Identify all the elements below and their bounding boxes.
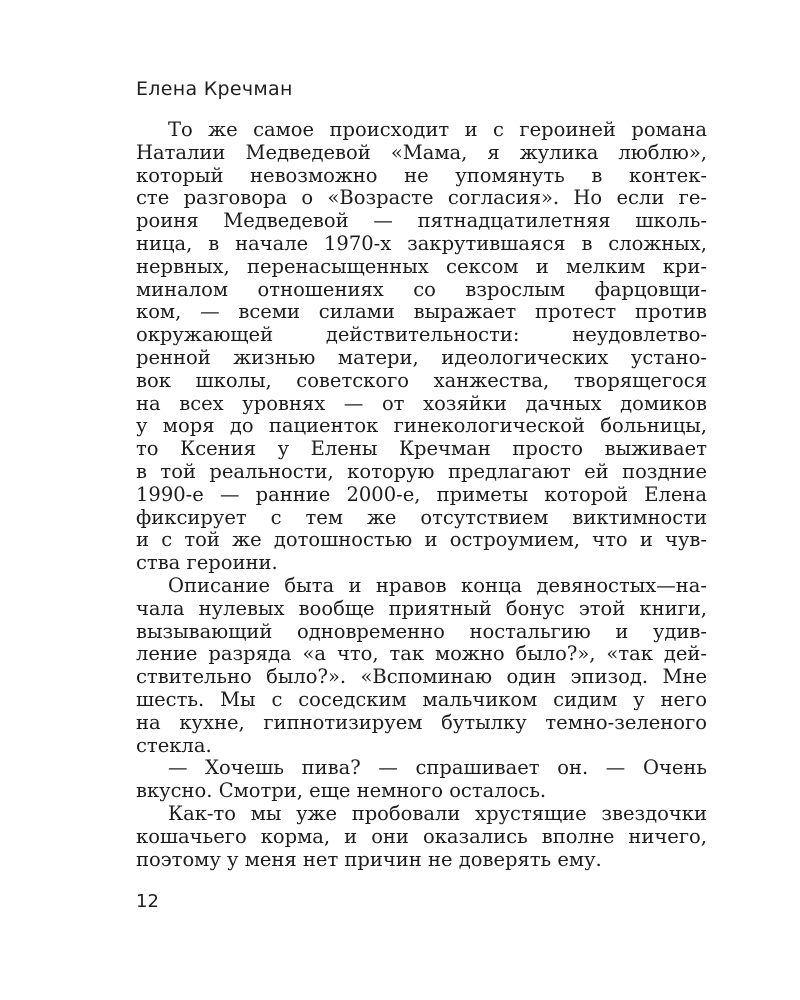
text-line: То же самое происходит и с героиней романа <box>168 118 707 141</box>
text-line: вкусно. Смотри, еще немного осталось. <box>136 779 547 803</box>
text-line: который невозможно не упомянуть в контек- <box>136 163 707 187</box>
text-line: фиксирует с тем же отсутствием виктимности <box>136 505 707 529</box>
text-line: поэтому у меня нет причин не доверять ему. <box>136 847 602 871</box>
text-line: кошачьего корма, и они оказались вполне ничего, <box>136 824 707 848</box>
text-line: ком, — всеми силами выражает протест против <box>136 300 707 324</box>
text-line: и с той же дотошностью и остроумием, что и чув- <box>136 528 707 552</box>
text-line: Как-то мы уже пробовали хрустящие звездочки <box>168 801 707 825</box>
text-line: нервных, перенасыщенных сексом и мелким кри- <box>136 254 707 278</box>
text-line: ренной жизнью матери, идеологических устано- <box>136 345 707 369</box>
text-line: Наталии Медведевой «Мама, я жулика люблю», <box>136 140 707 164</box>
body-text <box>136 119 707 871</box>
text-line: на всех уровнях — от хозяйки дачных домиков <box>136 391 707 415</box>
text-line: ства героини. <box>136 551 278 575</box>
text-line: у моря до пациенток гинекологической больницы, <box>136 414 707 438</box>
text-line: в той реальности, которую предлагают ей поздние <box>136 459 707 483</box>
text-line: шесть. Мы с соседским мальчиком сидим у него <box>136 687 707 711</box>
text-line: вызывающий одновременно ностальгию и удив- <box>136 619 707 643</box>
text-line: стекла. <box>136 733 212 757</box>
text-line: роиня Медведевой — пятнадцатилетняя школь- <box>136 209 707 233</box>
text-line: ление разряда «а что, так можно было?», «так дей- <box>136 642 707 666</box>
text-line: Описание быта и нравов конца девяностых—на- <box>168 573 707 597</box>
text-line: окружающей действительности: неудовлетво- <box>136 323 707 347</box>
text-line: — Хочешь пива? — спрашивает он. — Очень <box>168 756 707 780</box>
text-line: ствительно было?». «Вспоминаю один эпизод. Мне <box>136 665 707 689</box>
text-line: на кухне, гипнотизируем бутылку темно-зеленого <box>136 710 707 734</box>
text-line: миналом отношениях со взрослым фарцовщи- <box>136 277 707 301</box>
text-line: 1990-е — ранние 2000-е, приметы которой Елена <box>136 482 707 506</box>
text-line: ница, в начале 1970-х закрутившаяся в сложных, <box>136 231 707 255</box>
text-line: то Ксения у Елены Кречман просто выживает <box>136 437 707 461</box>
page-number: 12 <box>136 891 159 912</box>
running-head-author: Елена Кречман <box>136 78 293 100</box>
text-line: сте разговора о «Возрасте согласия». Но если ге- <box>136 186 707 210</box>
text-line: вок школы, советского ханжества, творящегося <box>136 368 707 392</box>
text-line: чала нулевых вообще приятный бонус этой книги, <box>136 596 707 620</box>
